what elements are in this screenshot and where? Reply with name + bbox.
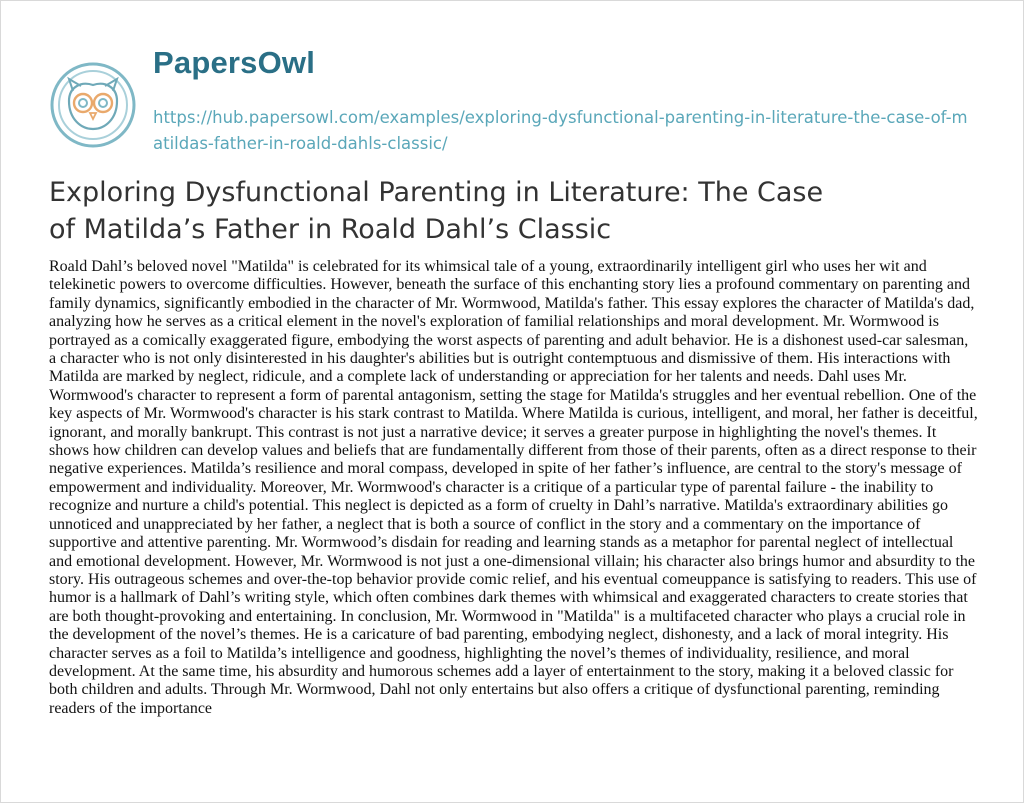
source-url-link[interactable]: https://hub.papersowl.com/examples/exploring-dysfunctional-parenting-in-literature-the-case-of-matildas-father-in-roald-dahls-classic/ [153,108,968,153]
brand-name: PapersOwl [153,45,316,80]
site-header [49,39,989,157]
essay-title: Exploring Dysfunctional Parenting in Literature: The Case of Matilda’s Father in Roald Dahl’s Classic [49,177,824,245]
owl-logo-icon [49,61,137,149]
essay-body: Roald Dahl’s beloved novel "Matilda" is celebrated for its whimsical tale of a young, extraordinarily intelligent girl who uses her wit and telekinetic powers to overcome difficulties. However, beneath the surface of this enchanting story lies a profound commentary on parenting and family dynamics, significantly embodied in the character of Mr. Wormwood, Matilda's father. This essay explores the character of Matilda's dad, analyzing how he serves as a critical element in the novel's exploration of familial relationships and moral development. Mr. Wormwood is portrayed as a comically exaggerated figure, embodying the worst aspects of parenting and adult behavior. He is a dishonest used-car salesman, a character who is not only disinterested in his daughter's abilities but is outright contemptuous and dismissive of them. His interactions with Matilda are marked by neglect, ridicule, and a complete lack of understanding or appreciation for her talents and needs. Dahl uses Mr. Wormwood's character to represent a form of parental antagonism, setting the stage for Matilda's struggles and her eventual rebellion. One of the key aspects of Mr. Wormwood's character is his stark contrast to Matilda. Where Matilda is curious, intelligent, and moral, her father is deceitful, ignorant, and morally bankrupt. This contrast is not just a narrative device; it serves a greater purpose in highlighting the novel's themes. It shows how children can develop values and beliefs that are fundamentally different from those of their parents, often as a direct response to their negative experiences. Matilda’s resilience and moral compass, developed in spite of her father’s influence, are central to the story's message of empowerment and individuality. Moreover, Mr. Wormwood's character is a critique of a particular type of parental failure - the inability to recognize and nurture a child's potential. This neglect is depicted as a form of cruelty in Dahl’s narrative. Matilda's extraordinary abilities go unnoticed and unappreciated by her father, a neglect that is both a source of conflict in the story and a commentary on the importance of supportive and attentive parenting. Mr. Wormwood’s disdain for reading and learning stands as a metaphor for parental neglect of intellectual and emotional development. However, Mr. Wormwood is not just a one-dimensional villain; his character also brings humor and absurdity to the story. His outrageous schemes and over-the-top behavior provide comic relief, and his eventual comeuppance is satisfying to readers. This use of humor is a hallmark of Dahl’s writing style, which often combines dark themes with whimsical and exaggerated characters to create stories that are both thought-provoking and entertaining. In conclusion, Mr. Wormwood in "Matilda" is a multifaceted character who plays a crucial role in the development of the novel’s themes. He is a caricature of bad parenting, embodying neglect, dishonesty, and a lack of moral integrity. His character serves as a foil to Matilda’s intelligence and goodness, highlighting the novel’s themes of individuality, resilience, and moral development. At the same time, his absurdity and humorous schemes add a layer of entertainment to the story, making it a beloved classic for both children and adults. Through Mr. Wormwood, Dahl not only entertains but also offers a critique of dysfunctional parenting, reminding readers of the importance [49,258,978,717]
